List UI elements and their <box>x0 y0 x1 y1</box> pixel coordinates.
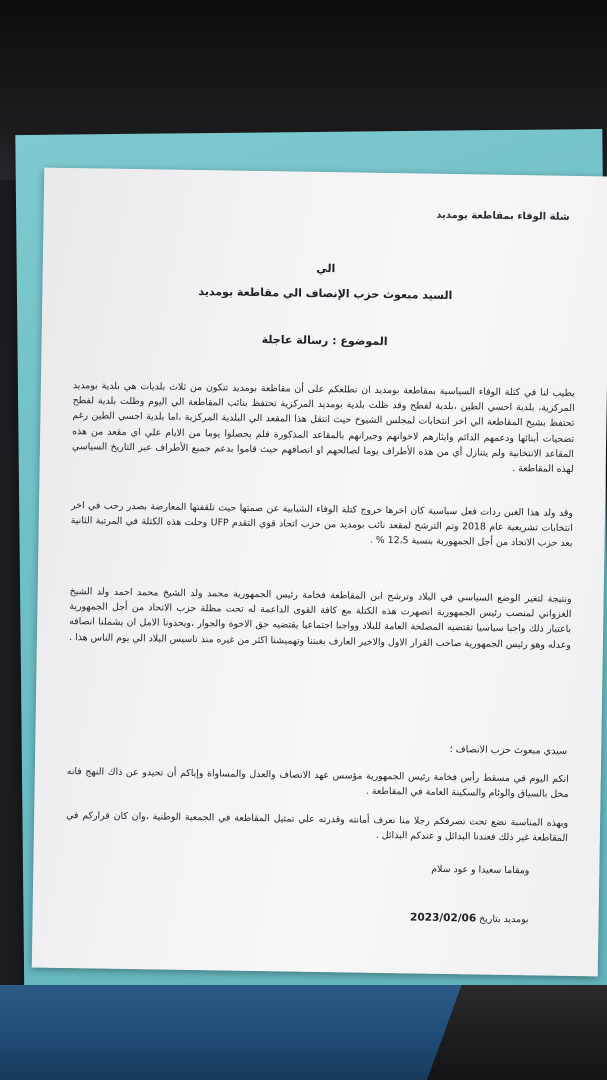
closing-line: ومقاما سعيدا و عود سلام <box>431 863 530 877</box>
paragraph-proposal: وبهذه المناسبة نضع تحت تصرفكم رجلا منا نعرف أمانته وقدرته علي تمثيل المقاطعة في الجمعية الوطنية ،وان كان قراركم في المقاطعة غير ذلك فعندنا البدائل و عندكم البدائل . <box>66 810 569 845</box>
letter-date: 2023/02/06 <box>409 911 477 925</box>
paragraph-appeal: انكم اليوم في مسقط رأس فخامة رئيس الجمهورية مؤسس عهد الانصاف والعدل والمساواة وإياكم أن تحيدو عن ذاك النهج فانه مخل بالسياق والوئام والسكينة العامة في المقاطعة . <box>66 766 569 801</box>
paragraph-history: وقد ولد هذا الغبن ردات فعل سياسية كان اخرها خروج كتلة الوفاء الشبابية عن صمتها حيث تلقفتها المعارضة بصدر رحب في اخر انتخابات تشريعية عام 2018 وتم الترشح لمقعد نائب بومديد من حزب اتحاد قوي التقدم UFP وحلت هذه الكتلة في المرتبة الثانية بعد حزب الاتحاد من أجل الجمهورية بنسبة 12،5 % . <box>70 500 574 550</box>
place-date-line <box>410 911 529 925</box>
subject-line: الموضوع : رسالة عاجلة <box>261 333 388 349</box>
letter-paper <box>32 168 607 977</box>
sender-header: شلة الوفاء بمقاطعة بومديد <box>436 209 570 223</box>
salutation: سيدي مبعوث حزب الانصاف ؛ <box>449 744 568 757</box>
paragraph-change: ونتيجة لتغير الوضع السياسي في البلاد وترشح ابن المقاطعة فخامة رئيس الجمهورية محمد ولد الشيخ محمد احمد ولد الشيخ الغزواني لمنصب رئيس الجمهورية انصهرت هذه الكتلة مع كافة القوى الداعمة له تحت مظلة حزب الاتحاد من أجل الجمهورية باعتبار ذلك واجبا سياسيا تقتضيه المصلحة العامة للبلاد وواجبا اجتماعيا يقتضيه حق الاخوة والجوار ،ويحدونا الامل ان يشملنا انصافه وعدله وهو رئيس الجمهورية صاحب القرار الاول والاخير العارف بغبننا وتهميشنا اكثر من غيره منذ تاسيس البلاد الي يوم الناس هذا . <box>69 586 572 651</box>
paragraph-intro: يطيب لنا في كتلة الوفاء السياسية بمقاطعة بومديد ان نطلعكم على أن مقاطعة بومديد تتكون من ثلاث بلديات هي بلدية بومديد المركزية، بلدية احسي الطين ،بلدية لفطح وقد ظلت بلدية بومديد المركزية تحتفظ بنائب المقاطعة الي اليوم وظلت بلدية لفطح تحتفظ بشيخ المقاطعة الي اخر انتخابات لمجلس الشيوخ حيث انتقل هذا المقعد الي البلدية المركزية ،اما بلدية احسي الطين رغم تضحيات أبنائها ودعمهم الدائم وايثارهم لاخوانهم وجيرانهم بالمقاعد المذكورة فلم يحصلوا يوما من الايام علي اي مقعد من هذه المقاعد الانتخابية ولم يتنازل أي من هذه الأطراف يوما لصالحهم او انصافهم حيث قاموا بدعم جميع الأطراف عبر التاريخ السياسي لهذه المقاطعة . <box>71 380 575 475</box>
place-date-prefix: بومديد بتاريخ <box>479 913 529 926</box>
recipient-line: السيد مبعوث حزب الإنصاف الي مقاطعة بومديد <box>198 285 453 303</box>
to-label: الي <box>316 261 336 276</box>
